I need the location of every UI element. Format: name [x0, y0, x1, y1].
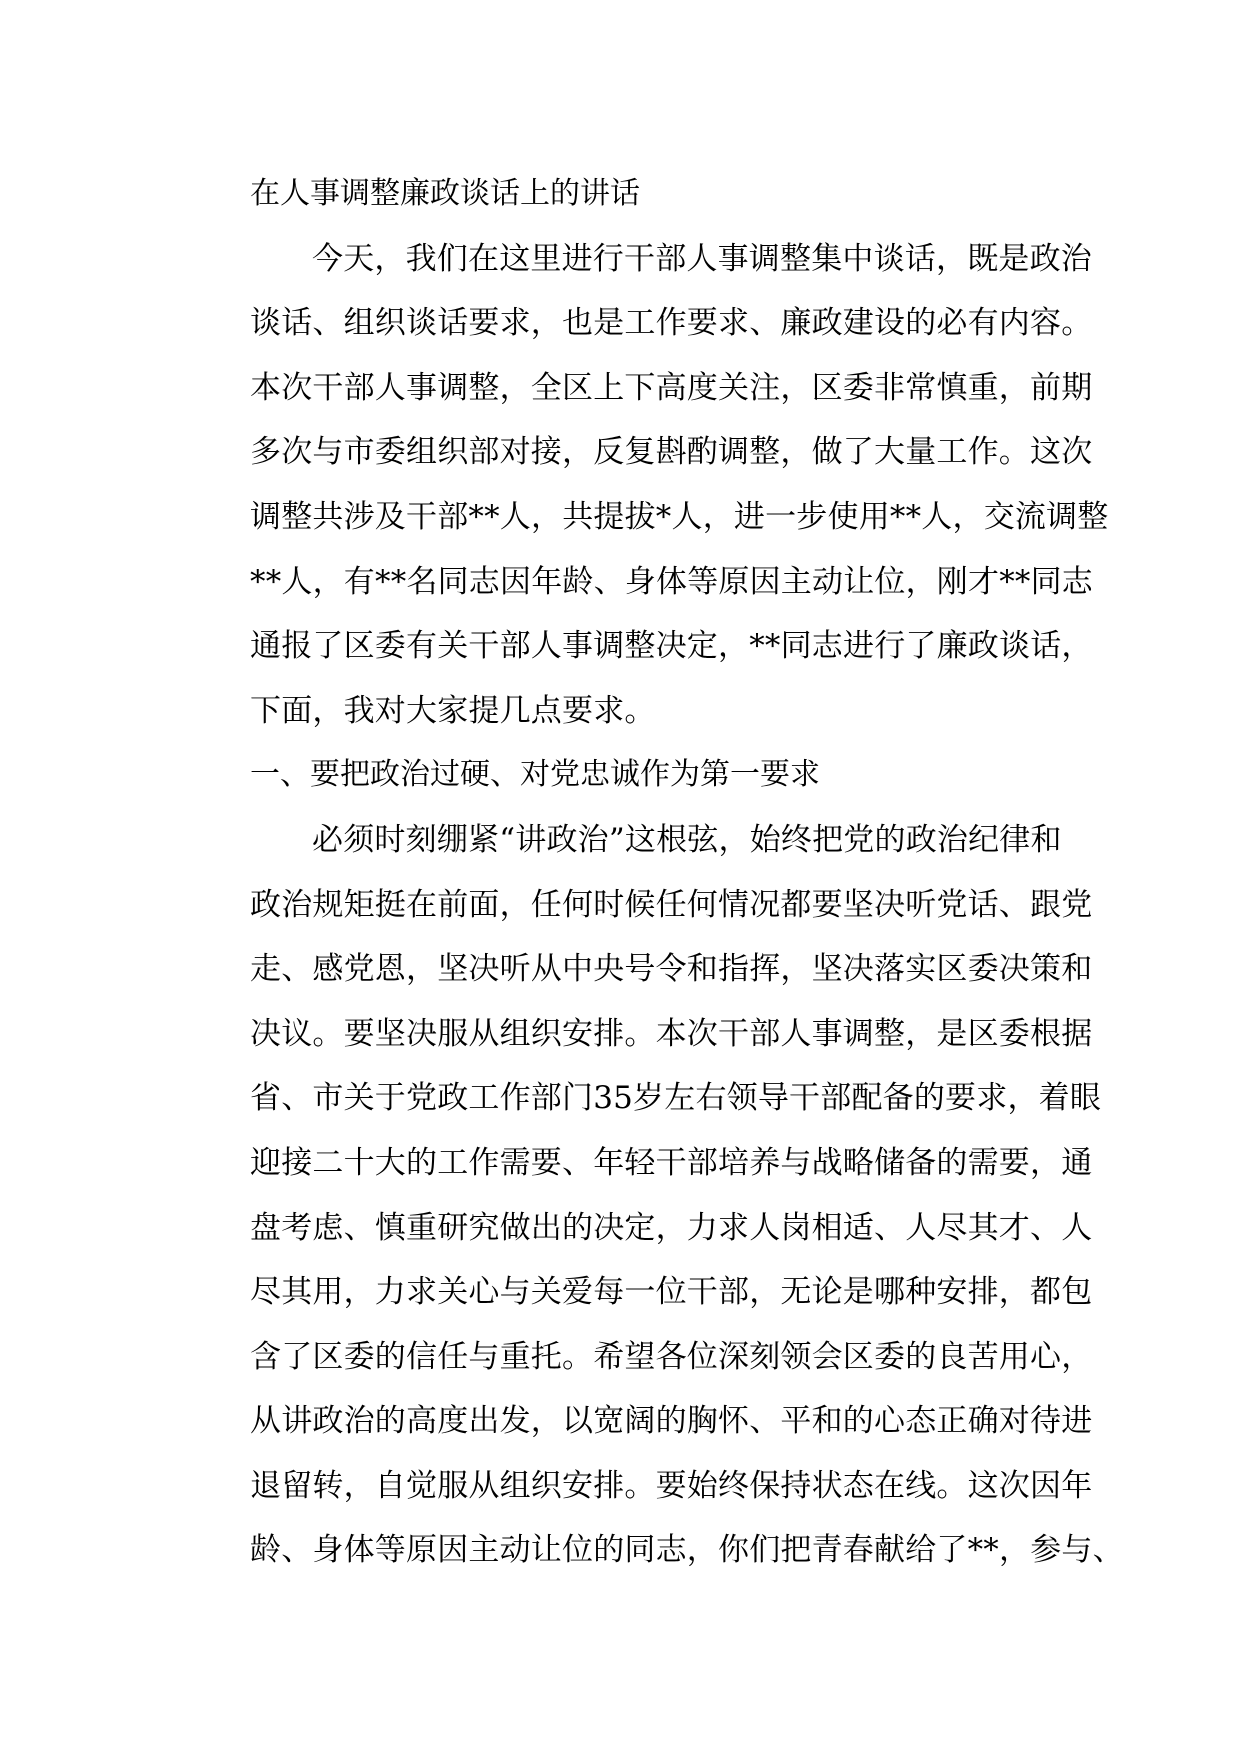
document-body [188, 162, 1124, 1583]
paragraph-line: 迎接二十大的工作需要、年轻干部培养与战略储备的需要，通 [250, 1144, 1093, 1181]
paragraph-line: 下面，我对大家提几点要求。 [250, 692, 656, 729]
paragraph-opening [188, 227, 1109, 744]
paragraph-line: 龄、身体等原因主动让位的同志，你们把青春献给了**，参与、 [250, 1532, 1124, 1569]
paragraph-line: 多次与市委组织部对接，反复斟酌调整，做了大量工作。这次 [250, 434, 1093, 471]
paragraph-line: 政治规矩挺在前面，任何时候任何情况都要坚决听党话、跟党 [250, 886, 1093, 923]
paragraph-line: 谈话、组织谈话要求，也是工作要求、廉政建设的必有内容。 [250, 305, 1093, 342]
paragraph-line: 通报了区委有关干部人事调整决定，**同志进行了廉政谈话， [250, 628, 1093, 665]
paragraph-line: 本次干部人事调整，全区上下高度关注，区委非常慎重，前期 [250, 369, 1093, 406]
paragraph-line: 必须时刻绷紧“讲政治”这根弦，始终把党的政治纪律和 [312, 821, 1062, 858]
paragraph-line: 退留转，自觉服从组织安排。要始终保持状态在线。这次因年 [250, 1467, 1093, 1504]
section-heading-1: 一、要把政治过硬、对党忠诚作为第一要求 [250, 757, 820, 793]
paragraph-line: 含了区委的信任与重托。希望各位深刻领会区委的良苦用心， [250, 1338, 1093, 1375]
paragraph-line: 走、感党恩，坚决听从中央号令和指挥，坚决落实区委决策和 [250, 951, 1093, 988]
paragraph-line: 决议。要坚决服从组织安排。本次干部人事调整，是区委根据 [250, 1015, 1093, 1052]
paragraph-line: 尽其用，力求关心与关爱每一位干部，无论是哪种安排，都包 [250, 1274, 1093, 1311]
paragraph-line: 调整共涉及干部**人，共提拔*人，进一步使用**人，交流调整 [250, 498, 1109, 535]
paragraph-section-1 [188, 808, 1124, 1583]
paragraph-line: 今天，我们在这里进行干部人事调整集中谈话，既是政治 [312, 240, 1092, 277]
document-title: 在人事调整廉政谈话上的讲话 [250, 176, 640, 211]
paragraph-line: **人，有**名同志因年龄、身体等原因主动让位，刚才**同志 [250, 563, 1093, 600]
paragraph-line: 盘考虑、慎重研究做出的决定，力求人岗相适、人尽其才、人 [250, 1209, 1093, 1246]
paragraph-line: 省、市关于党政工作部门35岁左右领导干部配备的要求，着眼 [250, 1080, 1102, 1117]
paragraph-line: 从讲政治的高度出发，以宽阔的胸怀、平和的心态正确对待进 [250, 1403, 1093, 1440]
